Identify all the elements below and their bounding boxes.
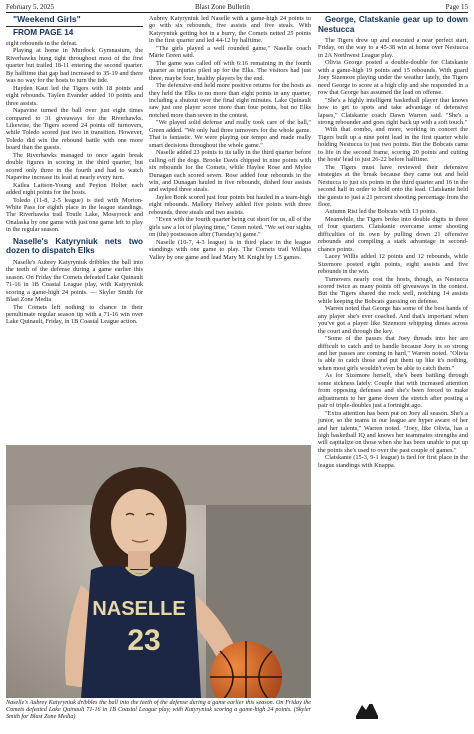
article-paragraph: Toledo (11-8, 2-5 league) is tied with Morton-White Pass for eighth place in the league standings. The Riverhawks trail Toutle Lake, Mossyrock and Onalaska by one game with just one game left to play in the regular season.: [6, 196, 143, 234]
article-paragraph: Playing at home in Murdock Gymnasium, the Riverhawks hung tight throughout most of the first quarter but trailed 18-11 entering the second quarter. By halftime that gap had increased to 35-19 and there was no way for the hosts to turn the tide.: [6, 47, 143, 85]
article-paragraph: Meanwhile, the Tigers broke into double digits in three of four quarters. Clatskanie overcame some shooting difficulties of its own by pulling down 21 offensive rebounds and compiling a stark advantage in second-chance points.: [318, 215, 468, 253]
article-paragraph: The game was called off with 6:16 remaining in the fourth quarter as injuries piled up for the Elks. The visitors had just three, maybe four, healthy players by the end.: [149, 59, 311, 82]
continued-headline: "Weekend Girls": [13, 14, 81, 24]
article-paragraph: "We played solid defense and really took care of the ball," Green added. "We only had three turnovers for the whole game. That is fantastic. We were playing our tempo and made really smart decisions throughout the whole game.": [149, 119, 311, 149]
article-paragraph: The Tigers must have reviewed their defensive strategies at the break because they came out and held Nestucca to just six points in the third quarter and 16 in the second half in order to hold onto the lead. Clatskanie held the guests to just a 21 percent shooting percentage from the floor.: [318, 163, 468, 208]
page-header: [6, 2, 468, 12]
article-headline: George, Clatskanie gear up to down Nestucca: [318, 15, 468, 34]
game-photo: [6, 445, 311, 698]
article-paragraph: Turnovers nearly cost the hosts, though, as Nestucca scored twice as many points off giveaways in the contest. But the Tigers shared the rock well, notching 14 assists while keeping the Bobcats guessing on defense.: [318, 275, 468, 305]
article-paragraph: eight rebounds in the defeat.: [6, 40, 78, 47]
article-paragraph: "The girls played a well rounded game," Naselle coach Marie Green said.: [149, 44, 311, 60]
blast-zone-logo-icon: [354, 696, 380, 720]
article-paragraph: "Even with the fourth quarter being cut short for us, all of the girls saw a lot of playing time," Green noted. "We set our sights on (the) postseason after (Tuesday's) game.": [149, 216, 311, 239]
article-paragraph: Olivia George posted a double-double for Clatskanie with a game-high 19 points and 15 rebounds. With guard Joey Sizemore playing under the weather lately, the Tigers need George to score at a high clip and she responded in a row that George has assumed the lead on offense.: [318, 59, 468, 97]
page-number: Page 15: [445, 3, 468, 11]
article-paragraph: Naselle added 23 points to its tally in the third quarter before calling off the dogs. Brooke Davis chipped in nine points with six rebounds for the Comets, while Haylee Rose and Mylee Dunagan each scored seven. Rose added four rebounds in the win, and Dunagan hauled in five rebounds, dished four assists and swiped three steals.: [149, 149, 311, 194]
article-paragraph: Jaylee Bonk scored just four points but hauled in a team-high eight rebounds. Mallory Helvey added five points with three rebounds, three steals and two assists.: [149, 193, 311, 216]
article-paragraph: The defensive end held more positive returns for the hosts as they held the Elks to no more than eight points in any quarter, including a shutout over the final eight minutes. Lake Quinault saw just one player score more than four points, but no Elks notched more than seven in the contest.: [149, 82, 311, 119]
article-paragraph: The Riverhawks managed to once again break double figures in scoring in the third quarter, but scored only three in the fourth and had to watch Napavine increase its lead at nearly every turn.: [6, 151, 143, 182]
headline-rule: [6, 26, 143, 27]
article-paragraph: The Comets left nothing to chance in their penultimate regular season tip with a 71-16 win over Lake Quinault, Friday, in 1B Coastal League action.: [6, 303, 143, 326]
jump-line: FROM PAGE 14: [13, 27, 74, 37]
photo-caption: Naselle's Aubrey Katyryniuk dribbles the ball into the teeth of the defense during a game earlier this season. On Friday the Comets defeated Lake Quinault 71-16 in 1B Coastal League play, with Katyryniuk scoring a game-high 24 points. (Skyler Smith for Blast Zone Media): [6, 700, 311, 721]
article-paragraph: "Some of the passes that Joey threads into her are difficult to catch and to handle because Joey is so strong and her passes are coming in hard," Warren noted. "Olivia is able to catch those and put them up like it's nothing, when most girls wouldn't even be able to catch them.": [318, 335, 468, 372]
article-paragraph: Warren noted that George has some of the best hands of any player she's ever coached. And that's important when you've got a player like Sizemore whipping dimes across the court and through the key.: [318, 305, 468, 335]
article-paragraph: Naselle's Aubrey Katyryniuk dribbles the ball into the teeth of the defense during a game earlier this season. On Friday the Comets defeated Lake Quinault 71-16 in 1B Coastal League play, with Katyryniuk scoring a game-high 24 points. — Skyler Smith for Blast Zone Media: [6, 258, 143, 304]
article-paragraph: "Extra attention has been put on Joey all season. She's a junior, so the teams in our league are hyper aware of her and her talents," Warren noted. "Joey, like Olivia, has a high basketball IQ and knows her teammates strengths and will capitalize on those when she has been unable to put up the points she's used to over the past couple of games.": [318, 409, 468, 454]
article-paragraph: Lacey Willis added 12 points and 12 rebounds, while Sizemore posted eight points, eight assists and five rebounds in the win.: [318, 253, 468, 276]
article-paragraph: Autumn Rist led the Bobcats with 13 points.: [325, 208, 437, 216]
left-column: [6, 15, 143, 326]
article-paragraph: "She's a highly intelligent basketball player that knows how to get to spots and take advantage of defensive lapses," Clatskanie coach Dawn Warren said. "She's a strong rebounder and goes right back up with a soft touch.": [318, 96, 468, 126]
jersey-number: 23: [127, 624, 161, 657]
jersey-name: NASELLE: [92, 598, 186, 620]
issue-date: February 5, 2025: [6, 3, 55, 11]
article-paragraph: Naselle (10-7, 4-3 league) is in third place in the league standings with one game to play. The Comets trail Willapa Valley by one game and lead Mary M. Knight by 1.5 games.: [149, 238, 311, 261]
article-paragraph: Clatskanie (15-3, 9-1 league) is tied for first place in the league standings with Knappa.: [318, 454, 468, 469]
article-paragraph: The Tigers drew up and executed a near perfect start, Friday, on the way to a 45-38 win at home over Nestucca in 2A Northwest League play.: [318, 37, 468, 59]
middle-column: [149, 15, 311, 261]
right-column: [318, 15, 468, 469]
publication-name: Blast Zone Bulletin: [195, 3, 250, 11]
article-headline: Naselle's Katyryniuk nets two dozen to dispatch Elks: [6, 236, 143, 256]
header-rule: [6, 12, 468, 13]
article-paragraph: As for Sizemore herself, she's been battling through some sickness lately. Couple that with increased attention from opposing defenses and she's been forced to make adjustments to her game down the stretch after posting a pair of triple-doubles just a fortnight ago.: [318, 372, 468, 410]
article-paragraph: Napavine turned the ball over just eight times compared to 31 giveaways for the Riverhawks. Likewise, the Tigers scored 24 points off turnovers, while Toledo scored just two in transition. However, Toledo did win the rebound battle with one more board than the guests.: [6, 107, 143, 152]
article-paragraph: With that combo, and more, working in concert the Tigers built up a nine point lead in the first quarter while holding Nestucca to just two points. But the Bobcats came to life in the second frame, scoring 20 points and cutting the hosts' lead to just 26-22 before halftime.: [318, 126, 468, 164]
article-paragraph: Kailea Laitson-Young and Peyton Holter each added eight points for the hosts.: [6, 181, 143, 197]
article-paragraph: Aubrey Katyryniuk led Naselle with a game-high 24 points to go with six rebounds, five assists and five steals. With Katyryniuk getting hot in a hurry, the Comets netted 25 points in the first quarter and led 44-12 by halftime.: [149, 15, 311, 45]
article-paragraph: Hayden Kaut led the Tigers with 18 points and eight rebounds. Taylen Evander added 10 points and three assists.: [6, 84, 143, 107]
